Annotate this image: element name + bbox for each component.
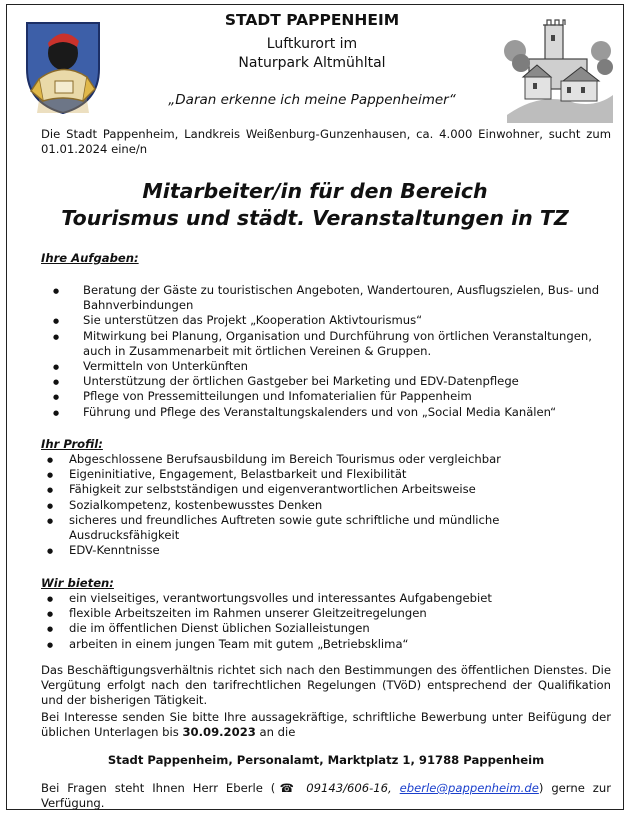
list-item: ● Unterstützung der örtlichen Gastgeber bei Marketing und EDV-Datenpflege xyxy=(41,374,611,389)
tasks-list xyxy=(41,283,611,420)
list-item: ● arbeiten in einem jungen Team mit gutem „Betriebsklima“ xyxy=(41,637,611,652)
city-name: STADT PAPPENHEIM xyxy=(224,11,400,29)
list-item: ● Eigeninitiative, Engagement, Belastbarkeit und Flexibilität xyxy=(41,467,611,482)
phone-icon: ☎ xyxy=(275,781,299,795)
offer-list xyxy=(41,591,611,652)
list-item: ● Mitwirkung bei Planung, Organisation und Durchführung von örtlichen Veranstaltungen, auch in Zusammenarbeit mit örtlichen Vereinen & Gruppen. xyxy=(41,329,611,359)
list-item: ● Beratung der Gäste zu touristischen Angeboten, Wandertouren, Ausflugszielen, Bus- und Bahnverbindungen xyxy=(41,283,611,313)
subtitle-line-2: Naturpark Altmühltal xyxy=(238,55,386,71)
application-instructions xyxy=(41,710,611,740)
profile-list xyxy=(41,452,611,558)
application-deadline: 30.09.2023 xyxy=(182,725,256,740)
list-item: ● flexible Arbeitszeiten im Rahmen unserer Gleitzeitregelungen xyxy=(41,606,611,621)
employment-terms: Das Beschäftigungsverhältnis richtet sich nach den Bestimmungen des öffentlichen Dienstes. Die Vergütung erfolgt nach den tarifrechtlichen Regelungen (TVöD) entsprechend der Qualifikation und der bisherigen Tätigkeit. xyxy=(41,663,611,708)
list-item: ● Sie unterstützen das Projekt „Kooperation Aktivtourismus“ xyxy=(41,313,611,328)
contact-suffix: ) gerne zur Verfügung. xyxy=(41,781,611,810)
intro-text: Die Stadt Pappenheim, Landkreis Weißenburg-Gunzenhausen, ca. 4.000 Einwohner, sucht zum 01.01.2024 eine/n xyxy=(41,127,611,156)
list-item: ● Fähigkeit zur selbstständigen und eigenverantwortlichen Arbeitsweise xyxy=(41,482,611,497)
pappenheim-coat-of-arms-icon xyxy=(21,17,105,117)
job-title-line-1: Mitarbeiter/in für den Bereich xyxy=(142,179,488,203)
castle-illustration-icon xyxy=(501,11,617,123)
job-title-line-2: Tourismus und städt. Veranstaltungen in TZ xyxy=(61,206,569,230)
job-posting-page xyxy=(6,4,624,810)
tasks-heading: Ihre Aufgaben: xyxy=(41,251,139,265)
apply-suffix: an die xyxy=(255,725,296,740)
list-item: ● Abgeschlossene Berufsausbildung im Bereich Tourismus oder vergleichbar xyxy=(41,452,611,467)
postal-address: Stadt Pappenheim, Personalamt, Marktplatz 1, 91788 Pappenheim xyxy=(107,753,545,767)
apply-text: Bei Interesse senden Sie bitte Ihre aussagekräftige, schriftliche Bewerbung unter Beifügung der üblichen Unterlagen bis xyxy=(41,710,611,740)
list-item: ● EDV-Kenntnisse xyxy=(41,543,611,558)
list-item: ● die im öffentlichen Dienst üblichen Sozialleistungen xyxy=(41,621,611,636)
list-item: ● Vermitteln von Unterkünften xyxy=(41,359,611,374)
profile-heading: Ihr Profil: xyxy=(41,437,103,451)
phone-number: 09143/606-16, xyxy=(298,781,400,795)
subtitle-line-1: Luftkurort im xyxy=(266,36,358,52)
contact-info xyxy=(41,781,611,810)
list-item: ● Führung und Pflege des Veranstaltungskalenders und von „Social Media Kanälen“ xyxy=(41,405,611,420)
offer-heading: Wir bieten: xyxy=(41,576,114,590)
list-item: ● Sozialkompetenz, kostenbewusstes Denken xyxy=(41,498,611,513)
city-motto: „Daran erkenne ich meine Pappenheimer“ xyxy=(168,92,456,108)
list-item: ● sicheres und freundliches Auftreten sowie gute schriftliche und mündliche Ausdrucksfähigkeit xyxy=(41,513,611,543)
email-link[interactable]: eberle@pappenheim.de xyxy=(399,781,539,795)
list-item: ● Pflege von Pressemitteilungen und Infomaterialien für Pappenheim xyxy=(41,389,611,404)
contact-prefix: Bei Fragen steht Ihnen Herr Eberle ( xyxy=(41,781,276,795)
list-item: ● ein vielseitiges, verantwortungsvolles und interessantes Aufgabengebiet xyxy=(41,591,611,606)
